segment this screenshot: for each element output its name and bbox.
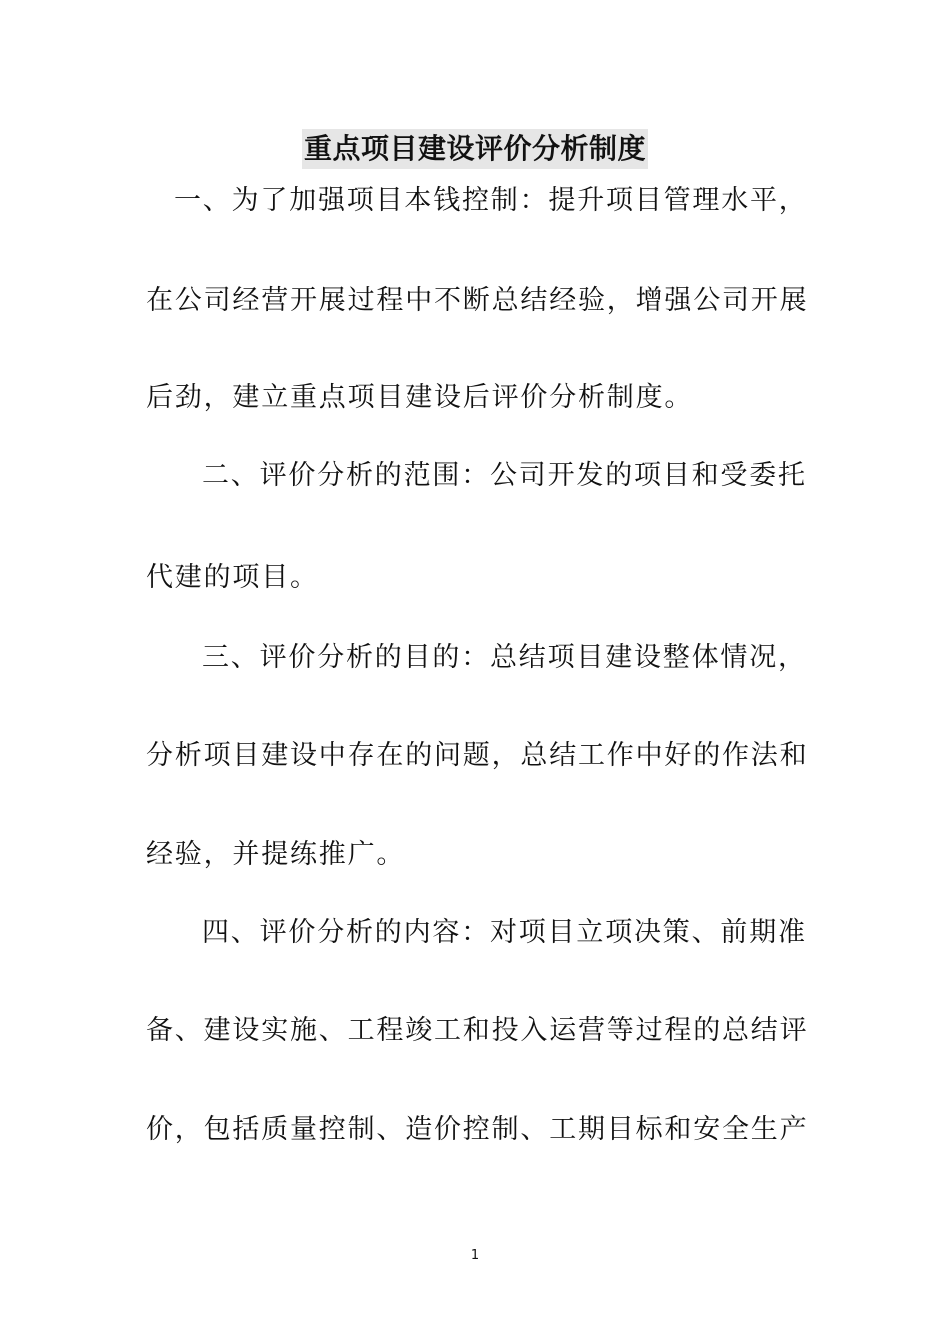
paragraph-line: 二、评价分析的范围：公司开发的项目和受委托 bbox=[202, 460, 807, 491]
paragraph-line: 价，包括质量控制、造价控制、工期目标和安全生产 bbox=[146, 1114, 809, 1145]
paragraph-line: 代建的项目。 bbox=[146, 562, 319, 593]
paragraph-line: 三、评价分析的目的：总结项目建设整体情况， bbox=[202, 642, 807, 673]
paragraph-line: 一、为了加强项目本钱控制：提升项目管理水平， bbox=[174, 185, 808, 216]
paragraph-line: 经验，并提练推广。 bbox=[146, 839, 406, 870]
page-number: 1 bbox=[470, 1248, 480, 1263]
paragraph-line: 备、建设实施、工程竣工和投入运营等过程的总结评 bbox=[146, 1015, 809, 1046]
paragraph-line: 后劲，建立重点项目建设后评价分析制度。 bbox=[146, 382, 694, 413]
paragraph-line: 在公司经营开展过程中不断总结经验，增强公司开展 bbox=[146, 285, 809, 316]
paragraph-line: 四、评价分析的内容：对项目立项决策、前期准 bbox=[202, 917, 807, 948]
document-title: 重点项目建设评价分析制度 bbox=[0, 128, 950, 169]
paragraph-line: 分析项目建设中存在的问题，总结工作中好的作法和 bbox=[146, 740, 809, 771]
